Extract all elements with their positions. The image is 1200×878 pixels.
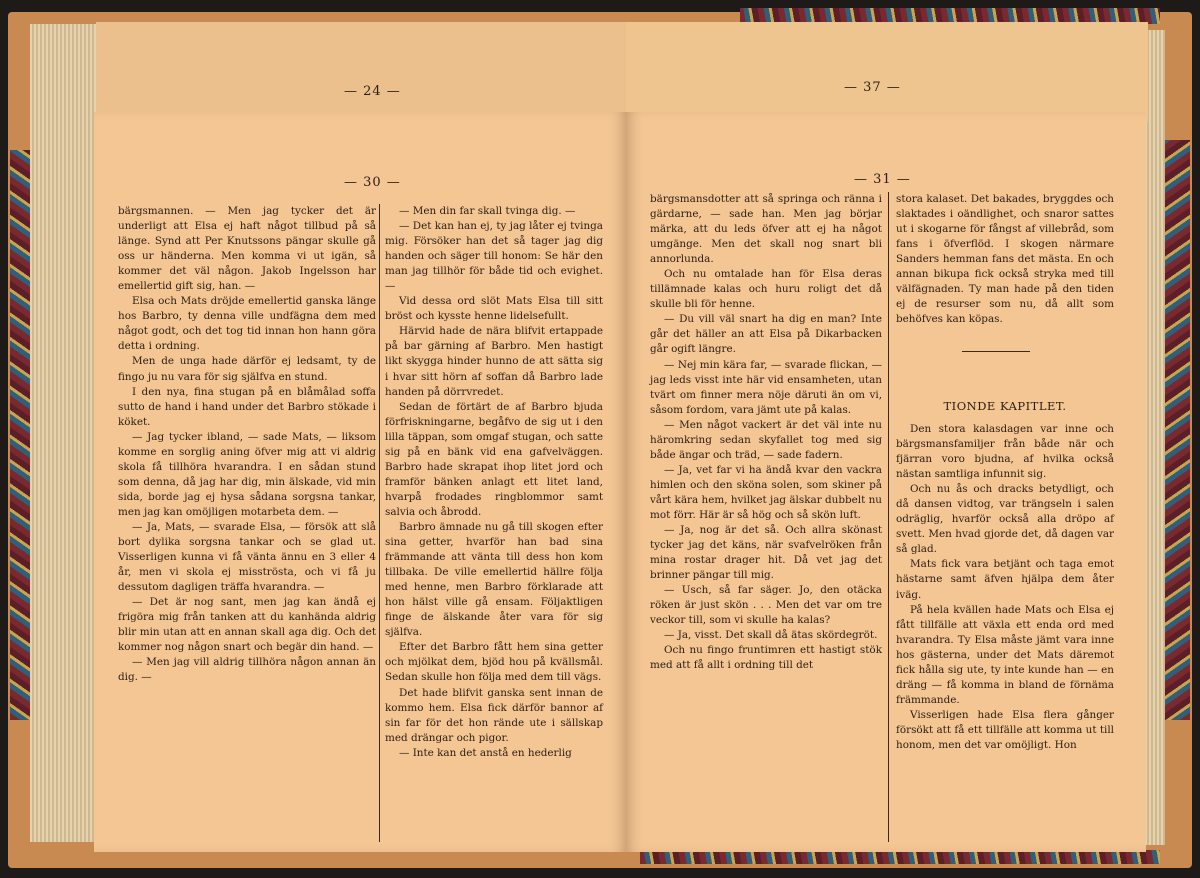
marbled-edge-left [10, 150, 32, 720]
paragraph: — Men något vackert är det väl inte nu häromkring sedan skyfallet tog med sig både ängar och träd, — sade fadern. [650, 418, 882, 461]
paragraph: stora kalaset. Det bakades, bryggdes och slaktades i oändlighet, och snaror sattes ut i skogarne för fångst af villebråd, som fans i öfverflöd. I skogen närmare Sanders hemman fans det mästa. En och annan bikupa fick också stryka med till välfägnaden. Ty man hade på den tiden ej de resurser som nu, då allt som behöfves kan köpas. [896, 193, 1114, 326]
paragraph: Elsa och Mats dröjde emellertid ganska länge hos Barbro, ty denna ville undfägna dem med något godt, och det tog tid innan hon hann göra detta i ordning. [118, 295, 376, 353]
paragraph: bärgsmansdotter att så springa och ränna i gärdarne, — sade han. Men jag börjar märka, att du leds öfver att ej ha något umgänge. Men det skall nog snart bli annorlunda. [650, 193, 882, 266]
page-edges-right [1145, 30, 1165, 845]
right-page [626, 112, 1146, 852]
left-page-number: — 30 — [344, 175, 401, 190]
paragraph: — Ja, vet far vi ha ändå kvar den vackra himlen och den sköna solen, som skiner på vårt kära hem, hvilket jag älskar dubbelt nu mot förr. Här är så hög och så skön luft. [650, 463, 882, 521]
paragraph: — Nej min kära far, — svarade flickan, — jag leds visst inte här vid ensamheten, utan tvärt om finner mera nöje däruti än om vi, såsom fordom, vara jämt ute på kalas. [650, 358, 882, 416]
paragraph: — Jag tycker ibland, — sade Mats, — liksom komme en sorglig aning öfver mig att vi aldrig skola få tillhöra hvarandra. I en sådan stund som denna, då jag har dig, min älskade, vid min sida, borde jag ej hysa sådana sorgsna tankar, men jag kan omöjligen motarbeta dem. — [118, 430, 376, 518]
column-divider [379, 204, 380, 842]
paragraph: Men de unga hade därför ej ledsamt, ty de fingo ju nu vara för sig själfva en stund. [118, 355, 376, 383]
paragraph: — Men din far skall tvinga dig. — [399, 205, 576, 217]
left-page-column-2 [385, 204, 603, 761]
paragraph: Och nu omtalade han för Elsa deras tillämnade kalas och huru roligt det då skulle bli för henne. [650, 268, 882, 311]
paragraph: Det hade blifvit ganska sent innan de kommo hem. Elsa fick därför bannor af sin far för det hon rände ute i sällskap med drängar och pigor. [385, 686, 603, 744]
right-page-column-1 [650, 192, 882, 674]
paragraph: Sedan de förtärt de af Barbro bjuda förfriskningarne, begåfvo de sig ut i den lilla täppan, som omgaf stugan, och satte sig på en bänk vid ena gafvelväggen. Barbro hade skrapat ihop litet jord och framför bänken anlagt ett litet land, hvarpå frodades ringblommor samt salvia och åbrodd. [385, 400, 603, 518]
paragraph: — Det är nog sant, men jag kan ändå ej frigöra mig från tanken att du kanhända aldrig blir min utan att en annan skall aga dig. Och det kommer nog någon snart och begär din hand. — [118, 596, 376, 654]
page-edges-left [30, 24, 98, 842]
paragraph: Visserligen hade Elsa flera gånger försökt att få ett tillfälle att komma ut till honom, men det var omöjligt. Hon [896, 708, 1114, 751]
paragraph: — Ja, visst. Det skall då ätas skördegröt. [664, 629, 878, 642]
underlying-left-page-number: — 24 — [344, 84, 401, 99]
paragraph: I den nya, fina stugan på en blåmålad soffa sutto de hand i hand under det Barbro stökade i köket. [118, 385, 376, 428]
paragraph: På hela kvällen hade Mats och Elsa ej fått tillfälle att växla ett enda ord med hvarandra. Ty Elsa måste jämt vara inne hos gästerna, under det Mats däremot fick hålla sig ute, ty inte kunde han — en dräng — få komma in bland de förnäma främmande. [896, 603, 1114, 706]
right-page-column-2-bottom [896, 422, 1114, 753]
paragraph: — Det kan han ej, ty jag låter ej tvinga mig. Försöker han det så tager jag dig handen och säger till honom: Se här den man jag tillhör för både tid och evighet. — [385, 220, 603, 293]
paragraph: — Ja, Mats, — svarade Elsa, — försök att slå bort dylika sorgsna tankar och se glad ut. Visserligen kunna vi få vänta ännu en 3 eller 4 år, men vi skola ej misströsta, och vi få ju dessutom dagligen träffa hvarandra. — [118, 520, 376, 594]
paragraph: — Du vill väl snart ha dig en man? Inte går det häller an att Elsa på Dikarbacken går ogift längre. [650, 313, 882, 356]
marbled-edge-right [1162, 140, 1190, 720]
paragraph: — Usch, så far säger. Jo, den otäcka röken är just skön . . . Men det var om tre veckor till, som vi skulle ha kalas? [650, 584, 882, 627]
paragraph: bärgsmannen. — Men jag tycker det är underligt att Elsa ej haft något tillbud på så länge. Synd att Per Knutssons pängar skulle gå oss ur händerna. Men komma vi ut igän, så kommer det väl någon. Jakob Ingelsson har emellertid gift sig, han. — [118, 205, 376, 293]
right-page-number: — 31 — [854, 172, 911, 187]
column-divider [888, 192, 889, 842]
paragraph: Den stora kalasdagen var inne och bärgsmansfamiljer från både när och fjärran voro bjudna, af hvilka också nästan samtliga infunnit sig. [896, 423, 1114, 481]
paragraph: Och nu ås och dracks betydligt, och då dansen vidtog, var trängseln i salen odräglig, hvarför också alla dröpo af svett. Men hvad gjorde det, då dagen var så glad. [896, 483, 1114, 556]
paragraph: — Inte kan det anstå en hederlig [399, 746, 572, 759]
paragraph: — Men jag vill aldrig tillhöra någon annan än dig. — [118, 656, 376, 684]
paragraph: — Ja, nog är det så. Och allra skönast tycker jag det käns, när svafvelröken från mina rostar drager hit. Då vet jag det brinner pängar till mig. [650, 524, 882, 582]
paragraph: Efter det Barbro fått hem sina getter och mjölkat dem, bjöd hou på kvällsmål. Sedan skulle hon följa med dem till vägs. [385, 641, 603, 684]
left-page [94, 112, 626, 852]
section-rule [962, 351, 1030, 352]
chapter-heading: TIONDE KAPITLET. [943, 399, 1067, 413]
left-page-column-1 [118, 204, 376, 686]
paragraph: Och nu fingo fruntimren ett hastigt stök med att få allt i ordning till det [650, 644, 882, 672]
right-page-column-2-top [896, 192, 1114, 327]
paragraph: Vid dessa ord slöt Mats Elsa till sitt bröst och kysste henne lidelsefullt. [385, 295, 603, 323]
underlying-right-page-number: — 37 — [844, 80, 901, 95]
marbled-edge-bottom [640, 850, 1160, 864]
paragraph: Barbro ämnade nu gå till skogen efter sina getter, hvarför han bad sina främmande att vänta till dess hon kom tillbaka. De ville emellertid hällre följa med henne, men Barbro förklarade att hon hälst ville gå ensam. Följaktligen finge de älskande åter vara för sig själfva. [385, 520, 603, 639]
paragraph: Härvid hade de nära blifvit ertappade på bar gärning af Barbro. Men hastigt likt skygga hinder hunno de att sätta sig i hvar sitt hörn af soffan då Barbro lade handen på dörrvredet. [385, 325, 603, 398]
paragraph: Mats fick vara betjänt och taga emot hästarne samt äfven hjälpa dem åter iväg. [896, 558, 1114, 601]
underlying-right-page [626, 22, 1148, 122]
